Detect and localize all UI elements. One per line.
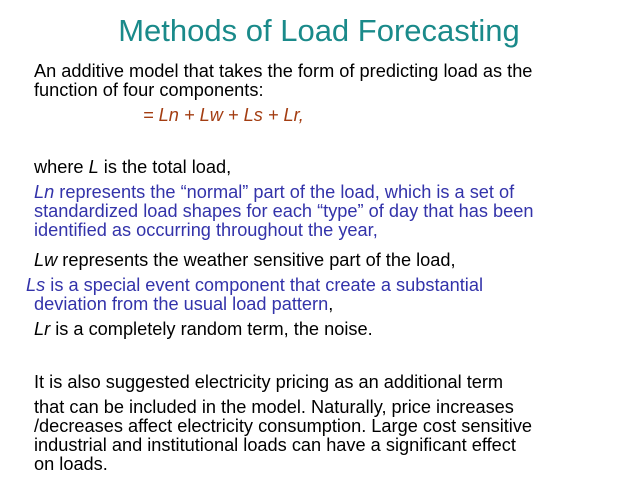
ln-text: represents the “normal” part of the load, which is a set of <box>54 182 515 202</box>
pricing-paragraph <box>34 373 532 474</box>
where-suffix: is the total load, <box>98 157 232 177</box>
lw-text: represents the weather sensitive part of the load, <box>57 250 456 270</box>
ln-line <box>34 183 533 202</box>
ls-line <box>26 276 483 295</box>
ls-variable: Ls <box>26 275 46 295</box>
ls-line <box>26 295 483 314</box>
pricing-line: /decreases affect electricity consumption. Large cost sensitive <box>34 416 533 436</box>
ls-text: deviation from the usual load pattern <box>34 294 329 314</box>
ls-tail: , <box>328 294 334 314</box>
ln-variable: Ln <box>34 182 55 202</box>
equation-text: = Ln + Lw + Ls + Lr, <box>143 105 304 125</box>
intro-line: An additive model that takes the form of predicting load as the <box>34 61 533 81</box>
lr-text: is a completely random term, the noise. <box>50 319 373 339</box>
pricing-line: on loads. <box>34 454 108 474</box>
intro-paragraph <box>34 62 532 100</box>
lr-definition <box>34 320 373 339</box>
lw-variable: Lw <box>34 250 58 270</box>
intro-line: function of four components: <box>34 80 264 100</box>
ls-definition <box>26 276 483 314</box>
ln-definition <box>34 183 533 240</box>
where-variable: L <box>88 157 99 177</box>
pricing-line: industrial and institutional loads can have a significant effect <box>34 435 516 455</box>
lr-variable: Lr <box>34 319 51 339</box>
pricing-line: that can be included in the model. Naturally, price increases <box>34 397 514 417</box>
ln-line: identified as occurring throughout the year, <box>34 220 378 240</box>
pricing-line: It is also suggested electricity pricing as an additional term <box>34 372 504 392</box>
lw-definition <box>34 251 456 270</box>
slide-title: Methods of Load Forecasting <box>118 13 520 48</box>
where-line <box>34 158 231 177</box>
where-prefix: where <box>34 157 89 177</box>
ls-text: is a special event component that create a substantial <box>45 275 483 295</box>
ln-line: standardized load shapes for each “type” of day that has been <box>34 201 534 221</box>
